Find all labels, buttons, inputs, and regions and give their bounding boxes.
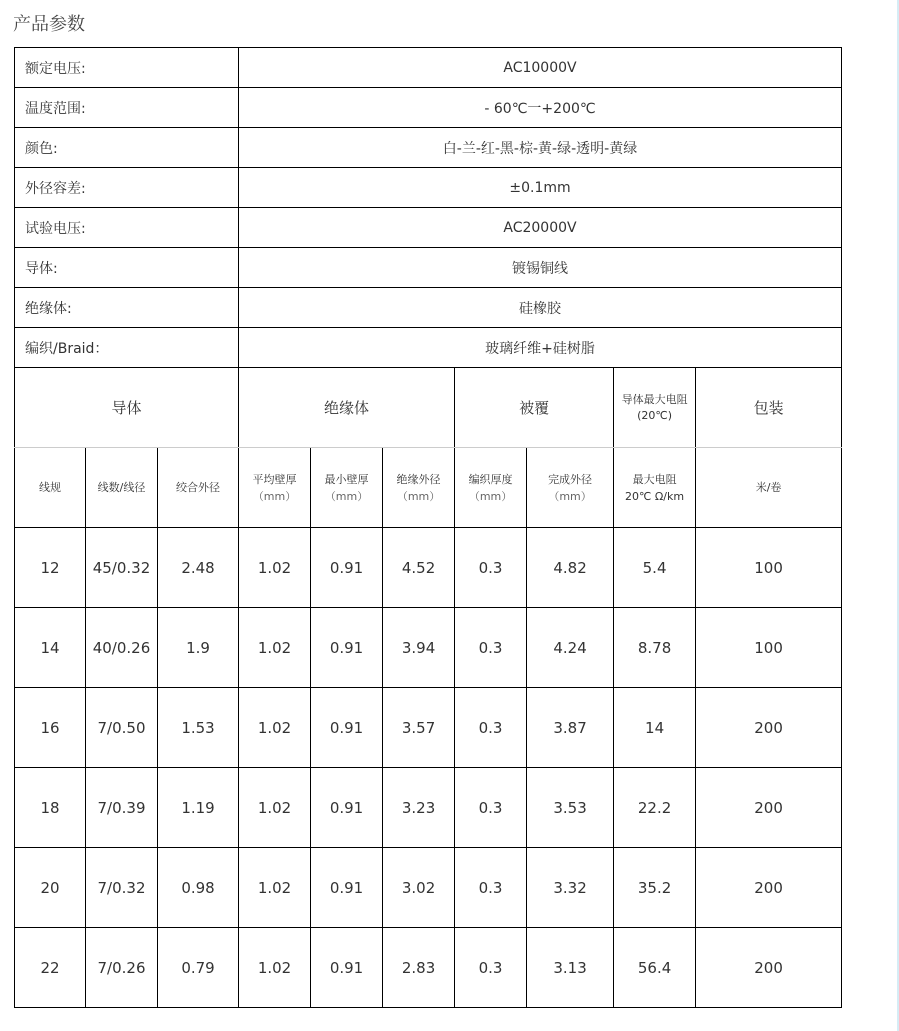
cell-insulation-od: 4.52 xyxy=(383,528,455,608)
page-title: 产品参数 xyxy=(13,14,85,35)
param-row xyxy=(15,248,842,288)
cell-gauge: 18 xyxy=(15,768,86,848)
param-value: AC10000V xyxy=(239,48,842,88)
cell-strands: 7/0.26 xyxy=(86,928,158,1008)
column-header-unit: （mm） xyxy=(548,489,592,503)
param-label: 温度范围: xyxy=(15,88,239,128)
cell-packing: 200 xyxy=(696,928,842,1008)
table-row xyxy=(15,608,842,688)
cell-insulation-od: 3.02 xyxy=(383,848,455,928)
column-header-unit: 20℃ Ω/km xyxy=(625,489,685,503)
cell-stranded-od: 2.48 xyxy=(158,528,239,608)
column-header-gauge: 线规 xyxy=(15,448,86,528)
cell-max-resistance: 8.78 xyxy=(614,608,696,688)
column-header-min-wall xyxy=(311,448,383,528)
param-row xyxy=(15,208,842,248)
cell-avg-wall: 1.02 xyxy=(239,928,311,1008)
cell-braid-thickness: 0.3 xyxy=(455,608,527,688)
table-row xyxy=(15,528,842,608)
param-label: 绝缘体: xyxy=(15,288,239,328)
param-value: 玻璃纤维+硅树脂 xyxy=(239,328,842,368)
table-row xyxy=(15,848,842,928)
cell-strands: 7/0.50 xyxy=(86,688,158,768)
column-header-unit: （mm） xyxy=(324,489,369,503)
group-header-max-resistance: 导体最大电阻(20℃) xyxy=(614,368,696,448)
cell-stranded-od: 1.53 xyxy=(158,688,239,768)
cell-braid-thickness: 0.3 xyxy=(455,848,527,928)
cell-insulation-od: 3.57 xyxy=(383,688,455,768)
cell-stranded-od: 0.79 xyxy=(158,928,239,1008)
cell-max-resistance: 5.4 xyxy=(614,528,696,608)
cell-packing: 100 xyxy=(696,608,842,688)
cell-finished-od: 4.82 xyxy=(527,528,614,608)
cell-stranded-od: 1.9 xyxy=(158,608,239,688)
column-header-label: 编织厚度 xyxy=(468,472,513,486)
column-header-label: 绝缘外径 xyxy=(396,472,441,486)
cell-packing: 200 xyxy=(696,688,842,768)
group-header-packing: 包装 xyxy=(696,368,842,448)
cell-gauge: 12 xyxy=(15,528,86,608)
cell-avg-wall: 1.02 xyxy=(239,528,311,608)
column-header-label: 平均壁厚 xyxy=(252,472,297,486)
column-header-strands: 线数/线径 xyxy=(86,448,158,528)
cell-gauge: 20 xyxy=(15,848,86,928)
cell-max-resistance: 35.2 xyxy=(614,848,696,928)
cell-avg-wall: 1.02 xyxy=(239,768,311,848)
column-header-label: 完成外径 xyxy=(548,472,593,486)
cell-gauge: 16 xyxy=(15,688,86,768)
param-label: 试验电压: xyxy=(15,208,239,248)
cell-min-wall: 0.91 xyxy=(311,688,383,768)
cell-avg-wall: 1.02 xyxy=(239,688,311,768)
column-header-unit: （mm） xyxy=(252,489,297,503)
cell-strands: 45/0.32 xyxy=(86,528,158,608)
cell-stranded-od: 1.19 xyxy=(158,768,239,848)
cell-stranded-od: 0.98 xyxy=(158,848,239,928)
column-header-unit: （mm） xyxy=(468,489,513,503)
cell-min-wall: 0.91 xyxy=(311,608,383,688)
cell-min-wall: 0.91 xyxy=(311,528,383,608)
param-value: AC20000V xyxy=(239,208,842,248)
param-row xyxy=(15,128,842,168)
cell-finished-od: 3.87 xyxy=(527,688,614,768)
cell-max-resistance: 14 xyxy=(614,688,696,768)
cell-min-wall: 0.91 xyxy=(311,768,383,848)
column-header-unit: （mm） xyxy=(396,489,441,503)
column-header-braid-thickness xyxy=(455,448,527,528)
column-header-avg-wall xyxy=(239,448,311,528)
param-value: 白-兰-红-黑-棕-黄-绿-透明-黄绿 xyxy=(239,128,842,168)
cell-packing: 200 xyxy=(696,848,842,928)
cell-finished-od: 3.53 xyxy=(527,768,614,848)
param-row xyxy=(15,168,842,208)
cell-min-wall: 0.91 xyxy=(311,928,383,1008)
param-label: 额定电压: xyxy=(15,48,239,88)
column-header-max-resistance xyxy=(614,448,696,528)
param-row xyxy=(15,88,842,128)
cell-gauge: 14 xyxy=(15,608,86,688)
table-row xyxy=(15,768,842,848)
cell-avg-wall: 1.02 xyxy=(239,608,311,688)
column-header-label: 最大电阻 xyxy=(632,472,677,486)
column-header-insulation-od xyxy=(383,448,455,528)
param-value: - 60℃一+200℃ xyxy=(239,88,842,128)
cell-finished-od: 3.32 xyxy=(527,848,614,928)
table-row xyxy=(15,688,842,768)
column-header-packing: 米/卷 xyxy=(696,448,842,528)
param-row xyxy=(15,328,842,368)
cell-max-resistance: 22.2 xyxy=(614,768,696,848)
table-row xyxy=(15,928,842,1008)
cell-finished-od: 4.24 xyxy=(527,608,614,688)
param-label: 导体: xyxy=(15,248,239,288)
column-header-finished-od xyxy=(527,448,614,528)
cell-gauge: 22 xyxy=(15,928,86,1008)
cell-insulation-od: 3.94 xyxy=(383,608,455,688)
cell-braid-thickness: 0.3 xyxy=(455,768,527,848)
cell-insulation-od: 2.83 xyxy=(383,928,455,1008)
param-label: 外径容差: xyxy=(15,168,239,208)
spec-column-header-row xyxy=(15,448,842,528)
cell-finished-od: 3.13 xyxy=(527,928,614,1008)
cell-strands: 40/0.26 xyxy=(86,608,158,688)
param-value: 硅橡胶 xyxy=(239,288,842,328)
cell-strands: 7/0.32 xyxy=(86,848,158,928)
parameters-table xyxy=(14,47,842,368)
cell-avg-wall: 1.02 xyxy=(239,848,311,928)
column-header-label: 最小壁厚 xyxy=(324,472,369,486)
specifications-table xyxy=(14,367,842,1008)
spec-group-header-row xyxy=(15,368,842,448)
param-row xyxy=(15,288,842,328)
cell-max-resistance: 56.4 xyxy=(614,928,696,1008)
group-header-covering: 被覆 xyxy=(455,368,614,448)
cell-braid-thickness: 0.3 xyxy=(455,928,527,1008)
param-label: 编织/Braid： xyxy=(15,328,239,368)
cell-packing: 100 xyxy=(696,528,842,608)
cell-min-wall: 0.91 xyxy=(311,848,383,928)
column-header-stranded-od: 绞合外径 xyxy=(158,448,239,528)
param-value: ±0.1mm xyxy=(239,168,842,208)
group-header-conductor: 导体 xyxy=(15,368,239,448)
group-header-insulation: 绝缘体 xyxy=(239,368,455,448)
cell-braid-thickness: 0.3 xyxy=(455,528,527,608)
cell-insulation-od: 3.23 xyxy=(383,768,455,848)
cell-packing: 200 xyxy=(696,768,842,848)
param-label: 颜色: xyxy=(15,128,239,168)
param-row xyxy=(15,48,842,88)
param-value: 镀锡铜线 xyxy=(239,248,842,288)
cell-strands: 7/0.39 xyxy=(86,768,158,848)
cell-braid-thickness: 0.3 xyxy=(455,688,527,768)
